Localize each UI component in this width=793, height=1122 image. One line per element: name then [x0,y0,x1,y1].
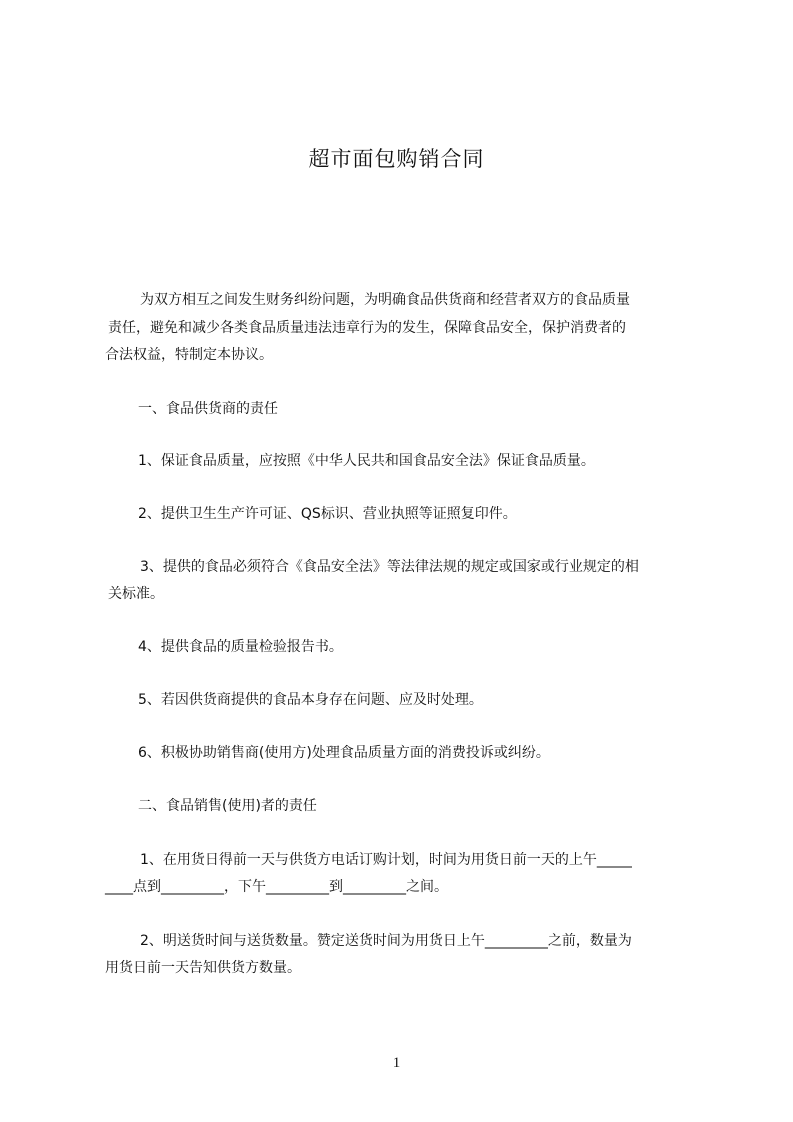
clause-1-5: 5、若因供货商提供的食品本身存在问题、应及时处理。 [138,692,483,708]
clause-2-2-line-2: 用货日前一天告知供货方数量。 [105,960,301,976]
clause-1-2: 2、提供卫生生产许可证、QS标识、营业执照等证照复印件。 [138,506,517,522]
clause-1-3-line-2: 关标准。 [108,586,164,602]
section-heading-1: 一、食品供货商的责任 [138,401,278,417]
clause-2-2-line-1: 2、明送货时间与送货数量。赞定送货时间为用货日上午_________之前，数量为 [140,933,632,949]
clause-1-4: 4、提供食品的质量检验报告书。 [138,639,343,655]
clause-1-6: 6、积极协助销售商(使用方)处理食品质量方面的消费投诉或纠纷。 [138,745,550,761]
section-heading-2: 二、食品销售(使用)者的责任 [138,798,317,814]
intro-line-3: 合法权益，特制定本协议。 [105,347,273,363]
clause-2-1-line-1: 1、在用货日得前一天与供货方电话订购计划，时间为用货日前一天的上午_____ [140,852,632,868]
document-title: 超市面包购销合同 [308,147,485,171]
clause-2-1-line-2: ____点到_________，下午_________到_________之间。 [105,879,448,895]
clause-1-1: 1、保证食品质量，应按照《中华人民共和国食品安全法》保证食品质量。 [138,453,595,469]
intro-line-1: 为双方相互之间发生财务纠纷问题，为明确食品供货商和经营者双方的食品质量 [140,292,630,308]
intro-line-2: 责任，避免和减少各类食品质量违法违章行为的发生，保障食品安全，保护消费者的 [108,320,626,336]
clause-1-3-line-1: 3、提供的食品必须符合《食品安全法》等法律法规的规定或国家或行业规定的相 [140,559,639,575]
page-number: 1 [392,1055,401,1071]
